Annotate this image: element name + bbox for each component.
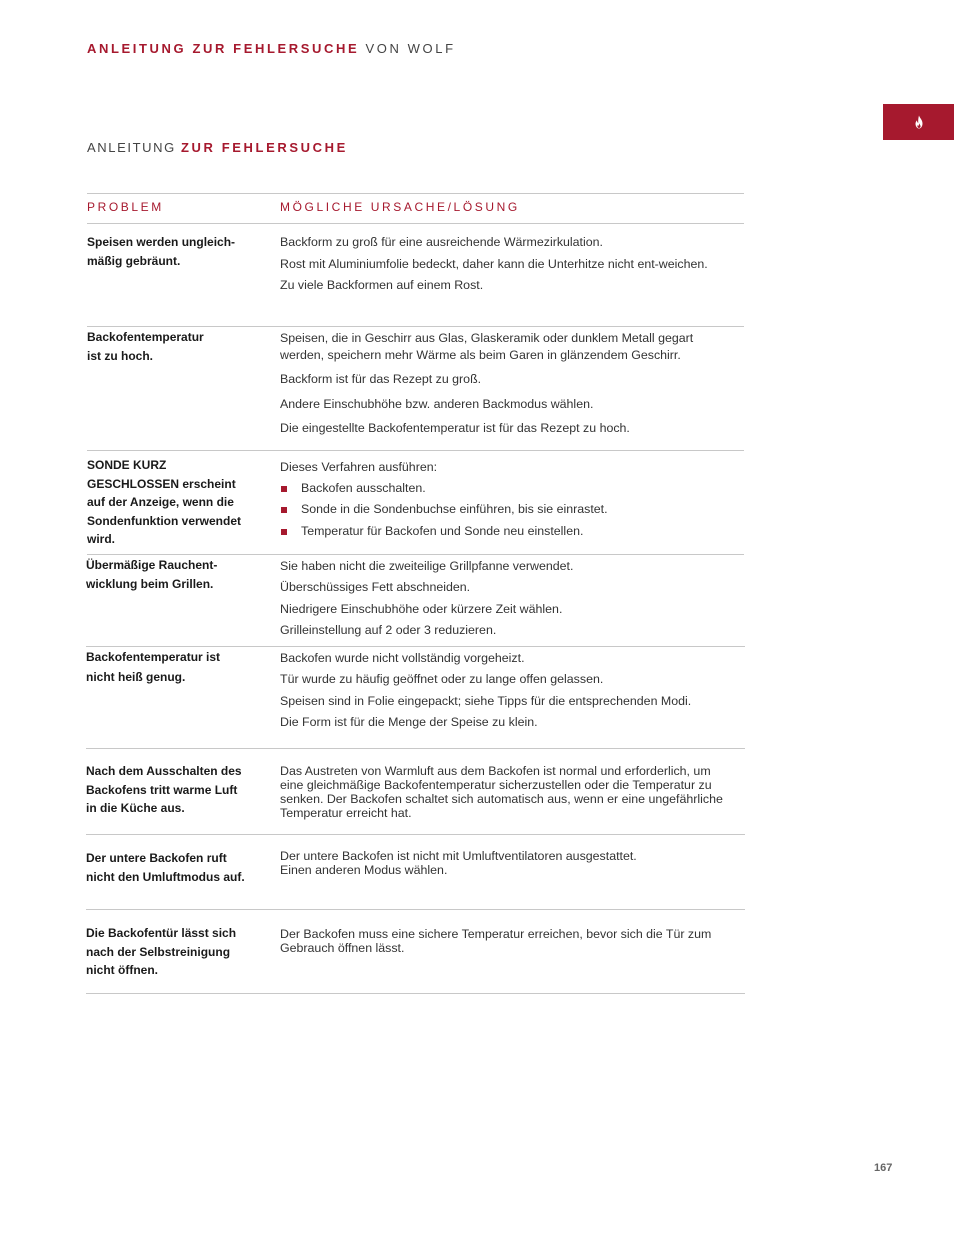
cause-line: Tür wurde zu häufig geöffnet oder zu lange offen gelassen. xyxy=(280,672,604,686)
cause-line: Dieses Verfahren ausführen: xyxy=(280,460,438,474)
problem-line: wicklung beim Grillen. xyxy=(86,576,214,591)
cause-line: werden, speichern mehr Wärme als beim Garen in glänzendem Geschirr. xyxy=(280,348,681,362)
cause-line: Backform ist für das Rezept zu groß. xyxy=(280,372,482,386)
cause-bullet-item: Temperatur für Backofen und Sonde neu einstellen. xyxy=(301,524,584,538)
problem-line: Übermäßige Rauchent- xyxy=(86,558,218,572)
problem-line: nicht den Umluftmodus auf. xyxy=(86,869,245,884)
problem-cell xyxy=(86,762,264,818)
problem-line: Nach dem Ausschalten des xyxy=(86,764,242,778)
problem-line: GESCHLOSSEN erscheint xyxy=(87,476,236,491)
cause-line: Speisen sind in Folie eingepackt; siehe Tipps für die entsprechenden Modi. xyxy=(280,694,692,708)
problem-line: Die Backofentür lässt sich xyxy=(86,926,237,940)
problem-line: SONDE KURZ xyxy=(87,458,167,472)
row-divider xyxy=(87,326,744,327)
section-title-prefix: ANLEITUNG xyxy=(87,140,182,155)
problem-cell xyxy=(86,556,264,593)
cause-line: Backofen wurde nicht vollständig vorgeheizt. xyxy=(280,651,525,665)
problem-line: Backofentemperatur xyxy=(87,330,204,344)
problem-line: mäßig gebräunt. xyxy=(87,253,181,268)
table-header-rule xyxy=(87,223,744,224)
flame-icon xyxy=(913,115,925,129)
row-divider xyxy=(86,748,745,749)
table-bottom-rule xyxy=(86,993,745,994)
problem-line: in die Küche aus. xyxy=(86,801,185,815)
problem-line: nicht heiß genug. xyxy=(86,669,186,684)
bullet-marker xyxy=(281,507,287,513)
column-header-problem: PROBLEM xyxy=(87,200,164,214)
section-tab xyxy=(883,104,954,140)
cause-line: Backform zu groß für eine ausreichende Wärmezirkulation. xyxy=(280,235,603,249)
cause-line: Speisen, die in Geschirr aus Glas, Glaskeramik oder dunklem Metall gegart xyxy=(280,331,694,345)
row-divider xyxy=(87,450,744,451)
cause-line: Einen anderen Modus wählen. xyxy=(280,863,448,877)
problem-line: Speisen werden ungleich- xyxy=(87,235,236,249)
cause-line: Die Form ist für die Menge der Speise zu klein. xyxy=(280,715,538,729)
cause-line: Die eingestellte Backofentemperatur ist für das Rezept zu hoch. xyxy=(280,421,630,435)
problem-line: Backofentemperatur ist xyxy=(86,650,221,664)
row-divider xyxy=(86,909,745,910)
problem-cell xyxy=(86,924,264,980)
problem-cell xyxy=(86,648,264,686)
row-divider xyxy=(87,554,744,555)
problem-line: Backofens tritt warme Luft xyxy=(86,782,238,797)
bullet-marker xyxy=(281,529,287,535)
cause-line: Niedrigere Einschubhöhe oder kürzere Zeit wählen. xyxy=(280,602,563,616)
cause-line: Grilleinstellung auf 2 oder 3 reduzieren. xyxy=(280,623,497,637)
problem-line: Sondenfunktion verwendet xyxy=(87,513,242,528)
cause-line: senken. Der Backofen schaltet sich automatisch aus, wenn er eine ungefährliche xyxy=(280,792,723,806)
header-rest: VON WOLF xyxy=(359,41,456,56)
bullet-marker xyxy=(281,486,287,492)
cause-bullet-item: Backofen ausschalten. xyxy=(301,481,426,495)
problem-cell xyxy=(87,233,265,270)
problem-line: nicht öffnen. xyxy=(86,963,158,977)
row-divider xyxy=(86,834,745,835)
problem-cell xyxy=(87,456,265,549)
section-title xyxy=(87,140,348,155)
table-top-rule xyxy=(87,193,744,194)
cause-line: Überschüssiges Fett abschneiden. xyxy=(280,580,471,594)
cause-line: Sie haben nicht die zweiteilige Grillpfanne verwendet. xyxy=(280,559,574,573)
page-number: 167 xyxy=(874,1162,893,1174)
problem-line: ist zu hoch. xyxy=(87,348,153,363)
column-header-cause: MÖGLICHE URSACHE/LÖSUNG xyxy=(280,200,520,214)
cause-line: Temperatur erreicht hat. xyxy=(280,806,412,820)
cause-line: eine gleichmäßige Backofentemperatur sicherzustellen oder die Temperatur zu xyxy=(280,778,712,792)
problem-line: auf der Anzeige, wenn die xyxy=(87,495,234,509)
cause-line: Das Austreten von Warmluft aus dem Backofen ist normal und erforderlich, um xyxy=(280,764,711,778)
problem-line: nach der Selbstreinigung xyxy=(86,944,231,959)
header-accent: ANLEITUNG ZUR FEHLERSUCHE xyxy=(87,41,360,56)
cause-line: Andere Einschubhöhe bzw. anderen Backmodus wählen. xyxy=(280,397,594,411)
cause-bullet-item: Sonde in die Sondenbuchse einführen, bis sie einrastet. xyxy=(301,502,608,516)
cause-line: Der Backofen muss eine sichere Temperatur erreichen, bevor sich die Tür zum xyxy=(280,927,712,941)
row-divider xyxy=(86,646,745,647)
running-header xyxy=(87,41,456,56)
problem-line: Der untere Backofen ruft xyxy=(86,851,227,865)
problem-cell xyxy=(86,849,276,886)
problem-line: wird. xyxy=(87,532,116,546)
cause-line: Der untere Backofen ist nicht mit Umluftventilatoren ausgestattet. xyxy=(280,849,637,863)
cause-line: Gebrauch öffnen lässt. xyxy=(280,941,405,955)
cause-line: Zu viele Backformen auf einem Rost. xyxy=(280,278,484,292)
problem-cell xyxy=(87,328,265,365)
section-title-accent: ZUR FEHLERSUCHE xyxy=(181,140,348,155)
cause-line: Rost mit Aluminiumfolie bedeckt, daher kann die Unterhitze nicht ent-weichen. xyxy=(280,257,708,271)
